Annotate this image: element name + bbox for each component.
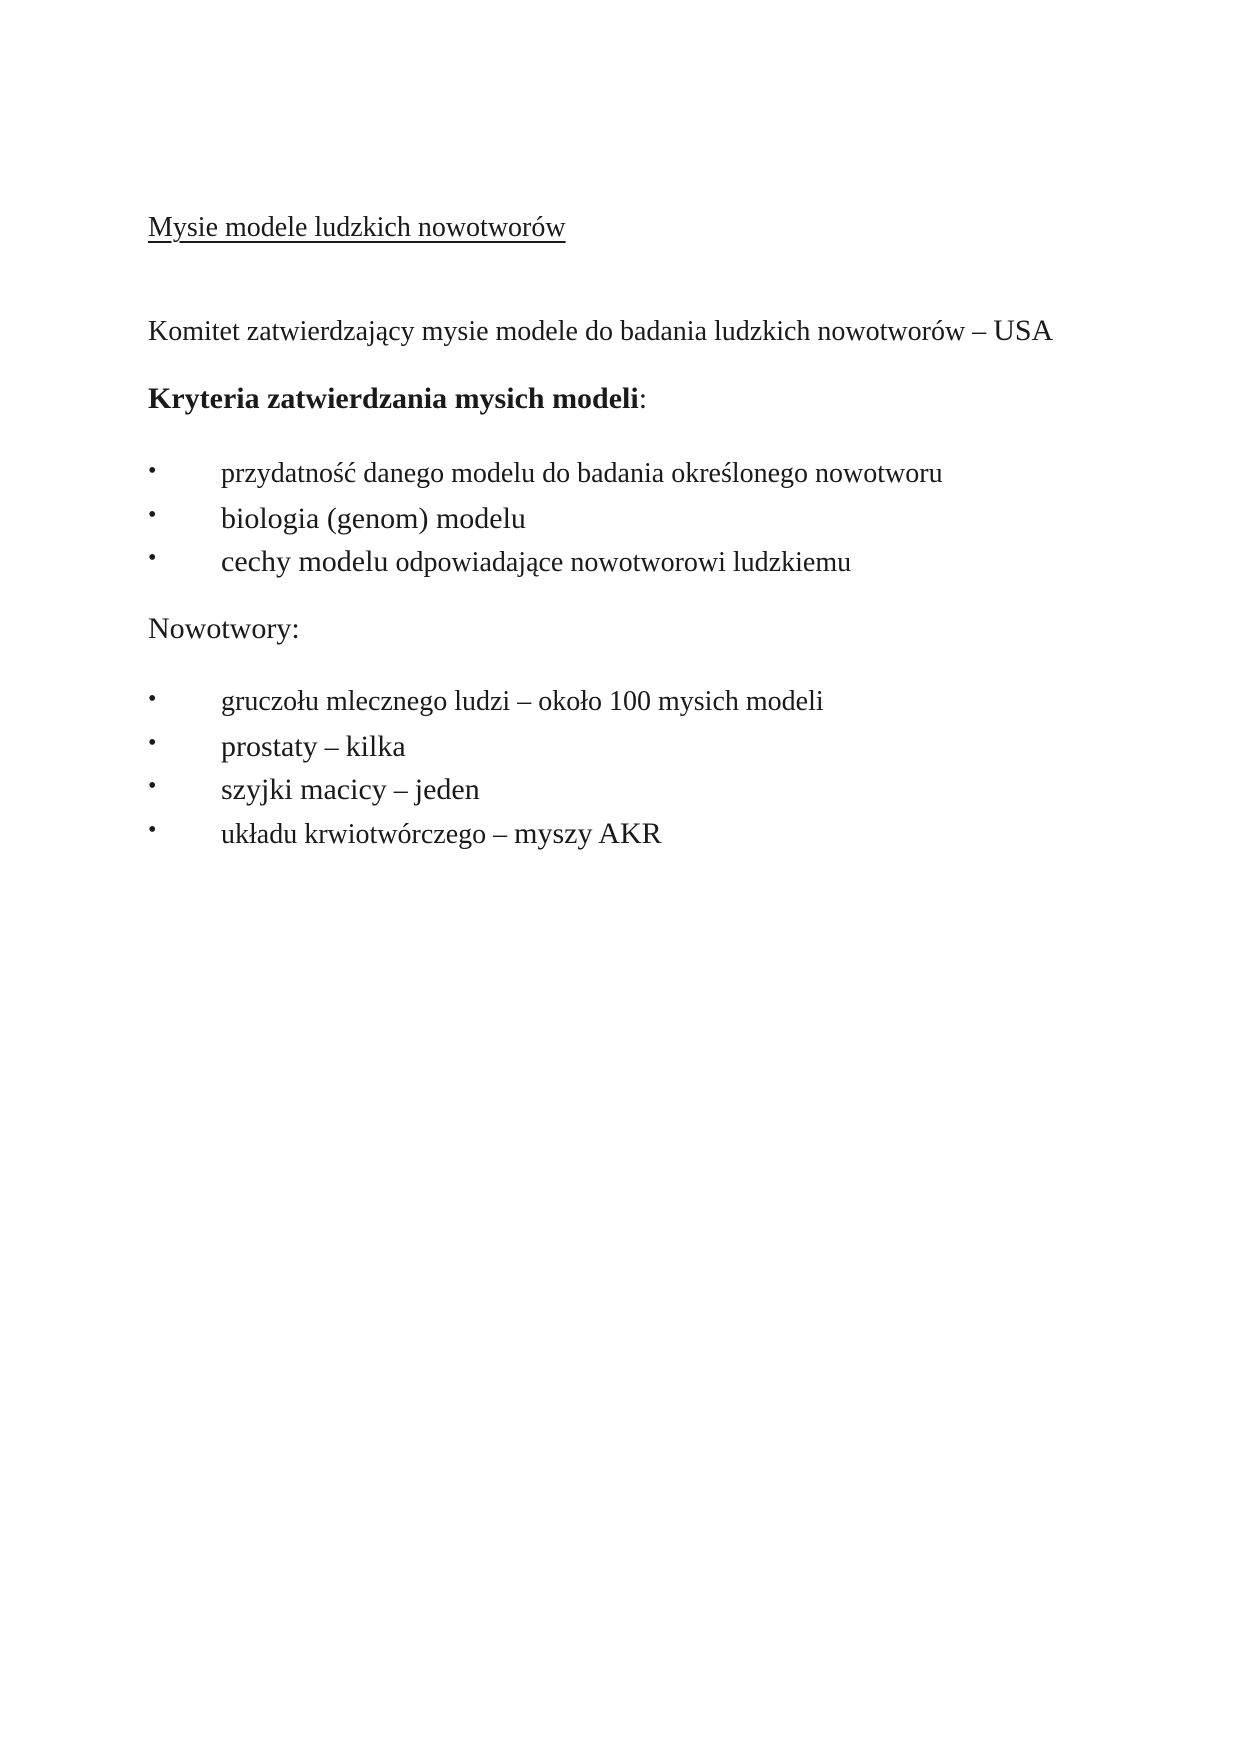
criteria-item-2-text: biologia (genom) modelu xyxy=(221,501,526,535)
cancer-item-2-dash: – xyxy=(317,731,346,763)
intro-paragraph xyxy=(148,314,1053,348)
cancer-item-1-text: gruczołu mlecznego ludzi – około 100 mysich modeli xyxy=(221,686,824,717)
bullet-icon: • xyxy=(148,545,157,571)
list-item-text xyxy=(221,686,824,718)
list-item-text xyxy=(221,458,943,490)
bullet-icon: • xyxy=(148,729,157,756)
criteria-heading-text: Kryteria zatwierdzania mysich modeli xyxy=(148,382,639,415)
bullet-icon: • xyxy=(148,501,157,528)
cancer-item-4-value: myszy AKR xyxy=(514,816,662,850)
cancer-item-3-value: jeden xyxy=(414,773,480,806)
criteria-item-1-text: przydatność danego modelu do badania określonego nowotworu xyxy=(221,458,943,489)
cancers-heading: Nowotwory: xyxy=(148,612,300,645)
document-title: Mysie modele ludzkich nowotworów xyxy=(148,212,566,243)
cancer-item-2-lead: prostaty xyxy=(221,729,318,763)
cancer-item-3-lead: szyjki macicy xyxy=(221,773,387,806)
cancer-item-2-value: kilka xyxy=(345,729,406,763)
bullet-icon: • xyxy=(148,816,157,843)
list-item-text xyxy=(221,817,662,851)
cancer-item-3-dash: – xyxy=(386,775,415,806)
list-item-text xyxy=(221,730,406,764)
bullet-icon: • xyxy=(148,773,157,799)
list-item-text xyxy=(221,545,851,579)
bullet-icon: • xyxy=(148,458,157,484)
criteria-item-3-rest: odpowiadające nowotworowi ludzkiemu xyxy=(388,547,852,578)
criteria-heading xyxy=(148,382,647,416)
intro-emphasis: USA xyxy=(993,314,1054,347)
cancer-item-4-lead: układu krwiotwórczego – xyxy=(221,818,515,850)
criteria-item-3-lead: cechy modelu xyxy=(221,545,389,578)
list-item-text xyxy=(221,773,480,807)
bullet-icon: • xyxy=(148,686,157,712)
criteria-heading-colon: : xyxy=(638,382,648,415)
list-item-text xyxy=(221,502,526,536)
intro-text: Komitet zatwierdzający mysie modele do badania ludzkich nowotworów – xyxy=(148,316,994,347)
